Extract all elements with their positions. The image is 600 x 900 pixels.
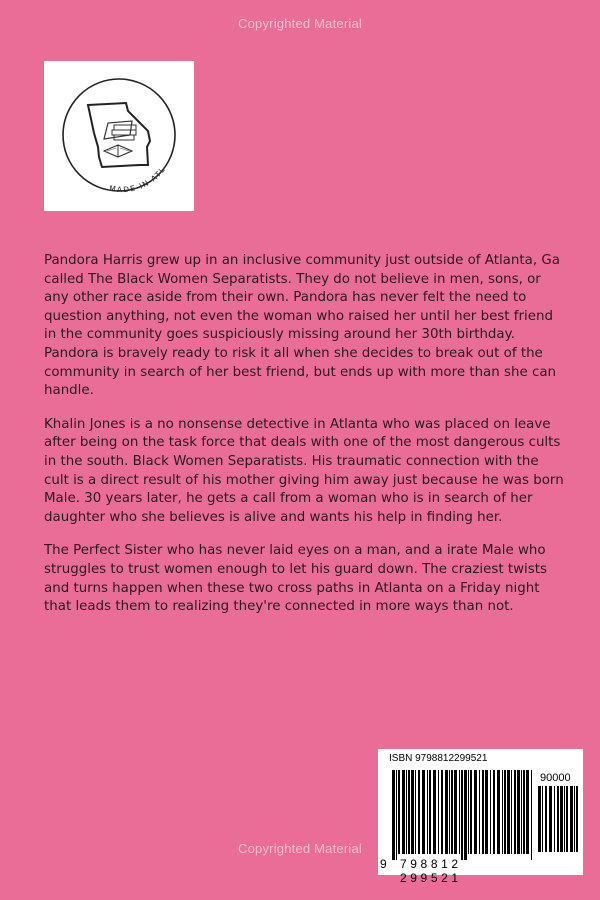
logo-text: MADE IN ATL: [108, 164, 168, 195]
isbn-label: ISBN 9798812299521: [389, 753, 488, 764]
copyright-watermark-bottom: Copyrighted Material: [238, 841, 362, 856]
barcode-digits-rest: 798812 299521: [400, 857, 462, 885]
blurb-paragraph-3: The Perfect Sister who has never laid eyes on a man, and a irate Male who struggles to trust women enough to let his guard down. The craziest twists and turns happen when these two cross paths in Atlanta on a Friday night that leads them to realizing they're connected in more ways than not.: [44, 543, 547, 615]
logo-text-ring: [44, 61, 194, 211]
blurb-paragraph-2: Khalin Jones is a no nonsense detective in Atlanta who was placed on leave after being on the task force that deals with one of the most dangerous cults in the south. Black Women Separatists. His traumatic connection with the cult is a direct result of his mother giving him away just because he was born Male. 30 years later, he gets a call from a woman who is in search of her daughter who she believes is alive and wants his help in finding her.: [44, 416, 564, 525]
blurb-paragraph-1: Pandora Harris grew up in an inclusive community just outside of Atlanta, Ga called The Black Women Separatists. They do not believe in men, sons, or any other race aside from their own. Pandora has never felt the need to question anything, not even the woman who raised her until her best friend in the community goes suspiciously missing around her 30th birthday. Pandora is bravely ready to risk it all when she decides to break out of the community in search of her best friend, but ends up with more than she can handle.: [44, 253, 560, 399]
price-code: 90000: [540, 772, 571, 784]
publisher-logo: [44, 61, 194, 211]
back-cover-blurb: [44, 252, 564, 632]
barcode-digit-lead: 9: [380, 857, 387, 871]
svg-text:MADE IN ATL: [109, 165, 168, 195]
copyright-watermark-top: Copyrighted Material: [238, 16, 362, 31]
isbn-barcode: [378, 749, 583, 885]
